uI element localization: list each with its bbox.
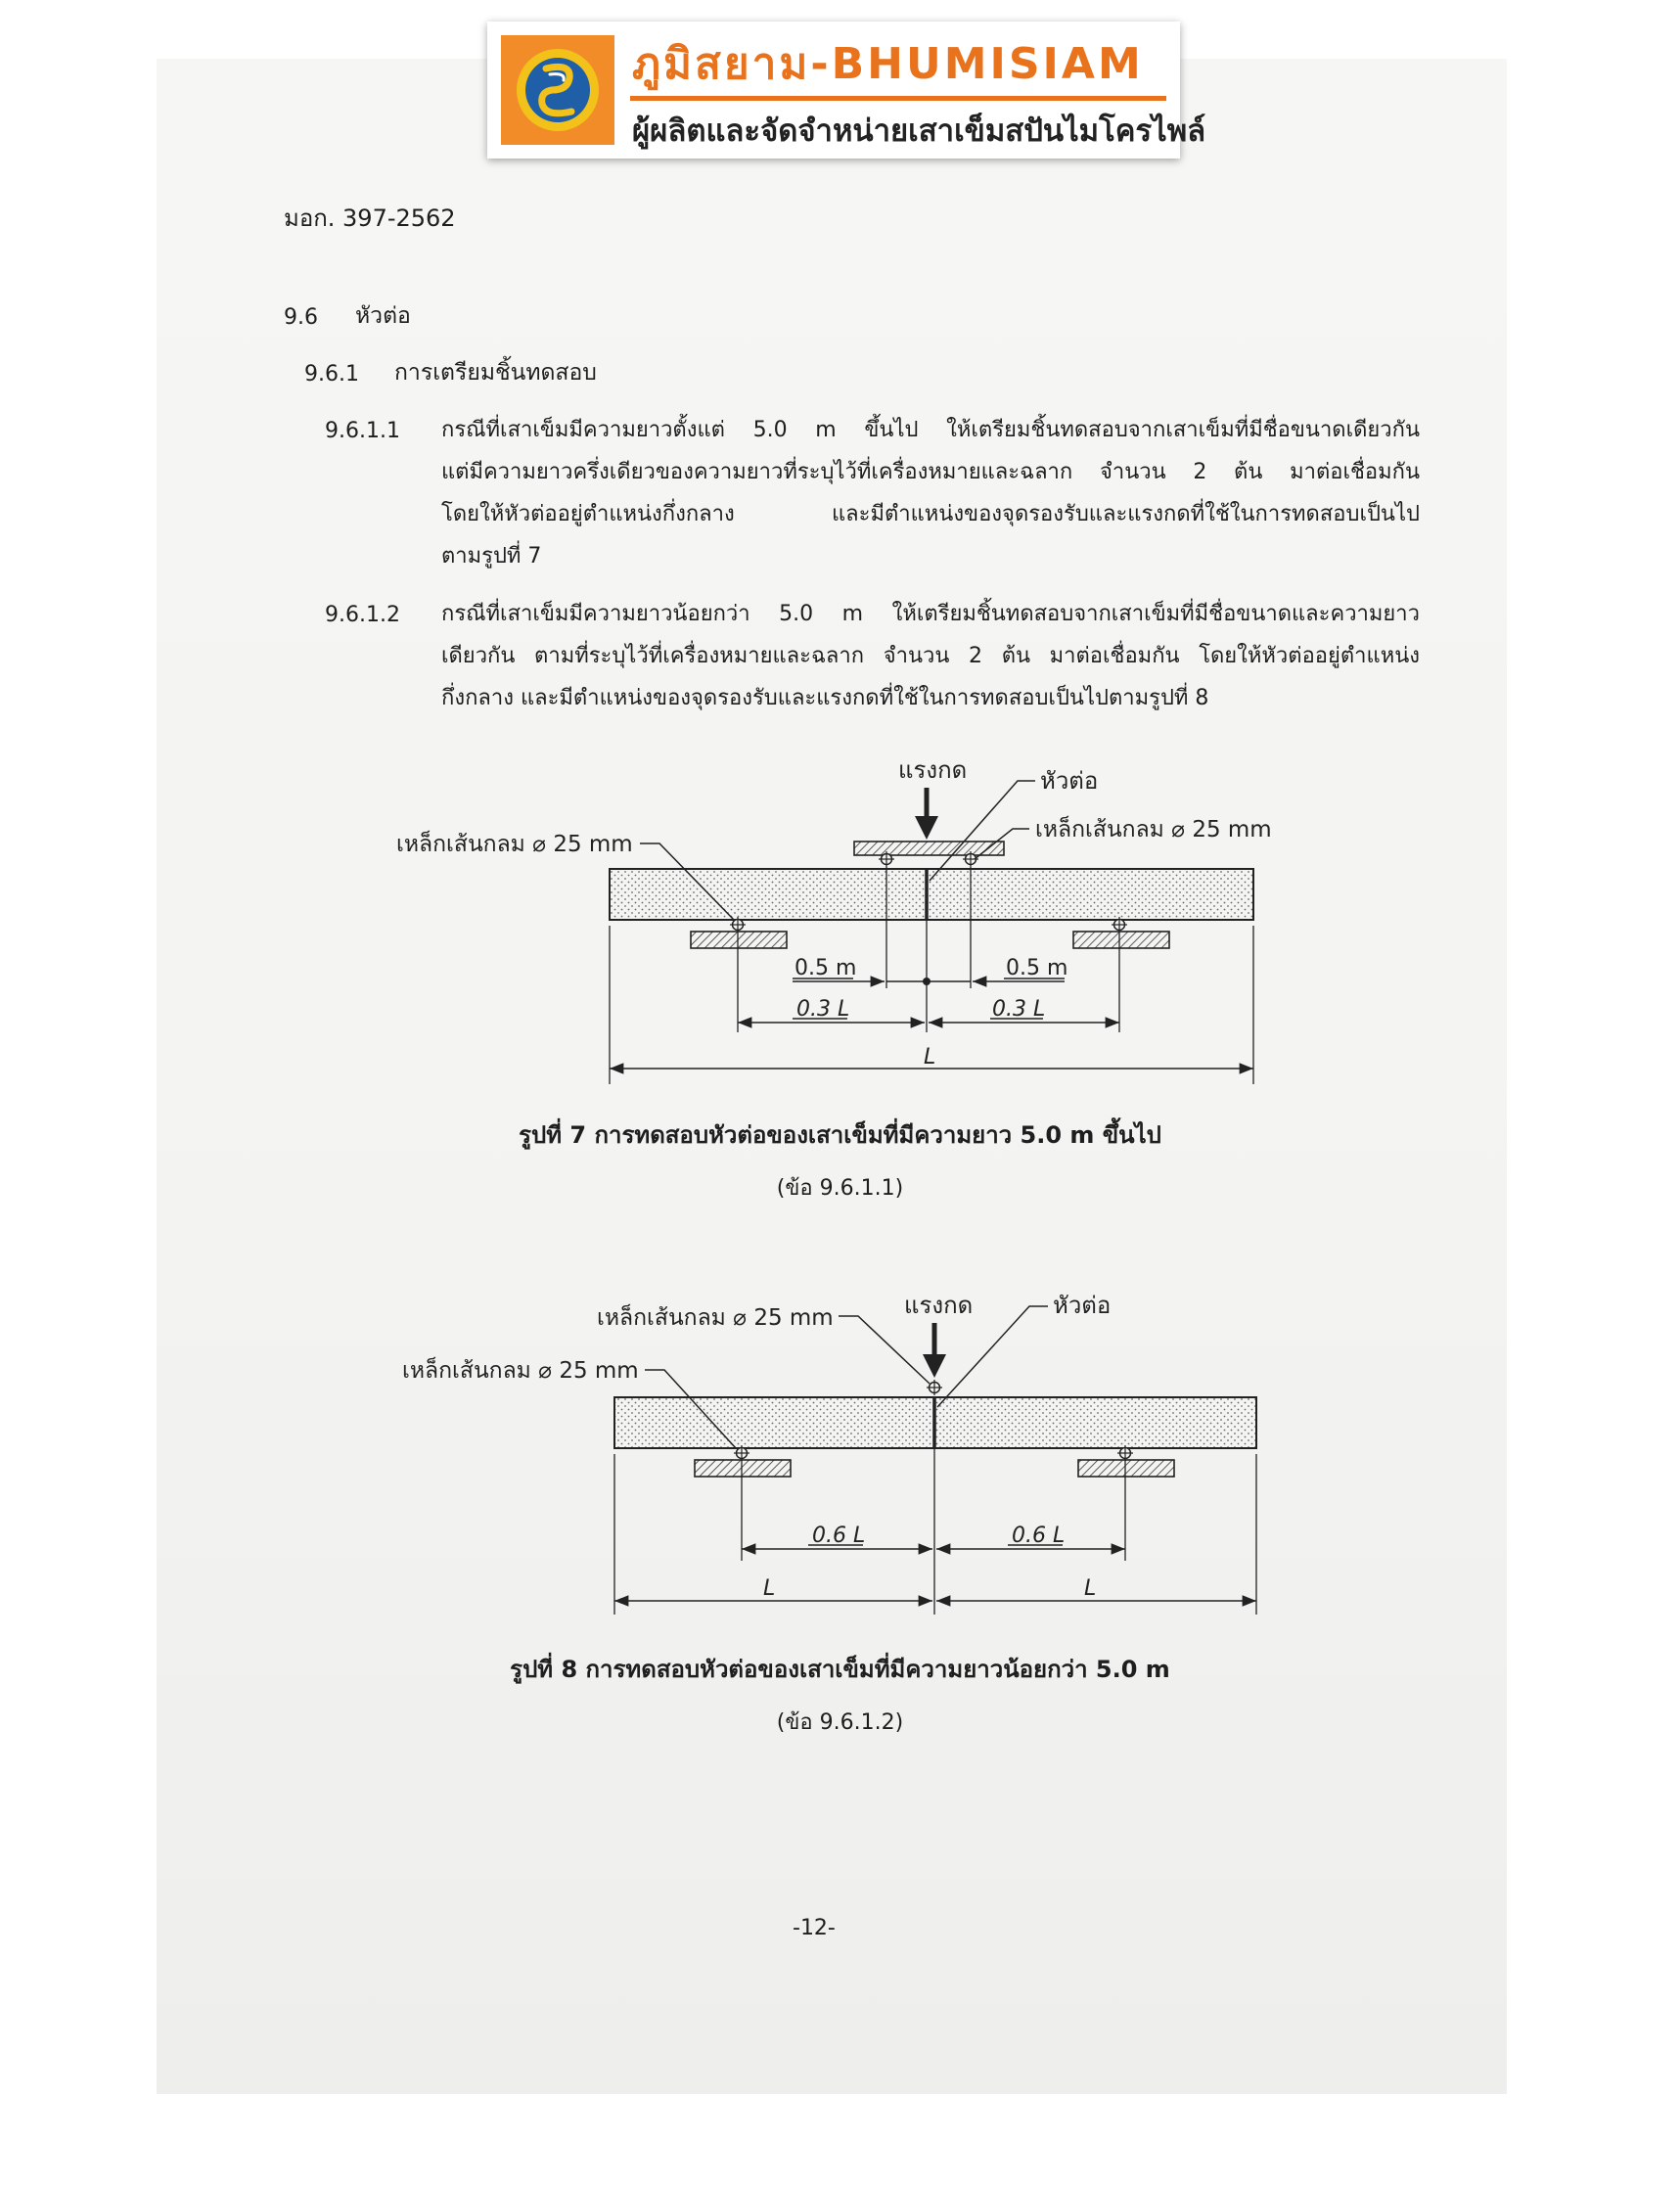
support-plate-left	[695, 1460, 791, 1477]
label-round-bar-left: เหล็กเส้นกลม ⌀ 25 mm	[402, 1358, 639, 1384]
figure-7-subcaption: (ข้อ 9.6.1.1)	[776, 1176, 904, 1201]
figure-8-caption: รูปที่ 8 การทดสอบหัวต่อของเสาเข็มที่มีความยาวน้อยกว่า 5.0 m	[510, 1656, 1170, 1683]
dim-label-06-left: 0.6 L	[812, 1524, 866, 1548]
label-joint: หัวต่อ	[1053, 1292, 1112, 1319]
figure-7-caption: รูปที่ 7 การทดสอบหัวต่อของเสาเข็มที่มีความยาว 5.0 m ขึ้นไป	[519, 1121, 1161, 1149]
clause-line: กรณีที่เสาเข็มมีความยาวตั้งแต่ 5.0 m ขึ้นไป ให้เตรียมชิ้นทดสอบจากเสาเข็มที่มีชื่อขนาดเดียวกัน	[441, 418, 1420, 442]
logo-brand-text: ภูมิสยาม-BHUMISIAM	[632, 39, 1144, 89]
support-plate-right	[1078, 1460, 1174, 1477]
dim-label-L: L	[924, 1045, 936, 1070]
label-force: แรงกด	[898, 756, 968, 784]
subsection-title: การเตรียมชิ้นทดสอบ	[394, 360, 597, 386]
label-joint: หัวต่อ	[1040, 767, 1099, 795]
dim-label-03-right: 0.3 L	[992, 997, 1046, 1022]
force-arrow	[923, 1354, 946, 1378]
dim-label-05-left: 0.5 m	[795, 956, 857, 980]
figure-8-subcaption: (ข้อ 9.6.1.2)	[776, 1710, 904, 1735]
label-round-bar-left: เหล็กเส้นกลม ⌀ 25 mm	[396, 832, 633, 857]
label-round-bar-top: เหล็กเส้นกลม ⌀ 25 mm	[597, 1305, 834, 1331]
dim-label-06-right: 0.6 L	[1012, 1524, 1066, 1548]
label-force: แรงกด	[904, 1292, 974, 1319]
subsection-number: 9.6.1	[304, 362, 359, 387]
dim-label-03-left: 0.3 L	[796, 997, 850, 1022]
section-title: หัวต่อ	[355, 303, 411, 329]
section-number: 9.6	[284, 305, 318, 330]
clause-line: แต่มีความยาวครึ่งเดียวของความยาวที่ระบุไว้ที่เครื่องหมายและฉลาก จำนวน 2 ต้น มาต่อเชื่อมกัน	[441, 460, 1420, 484]
label-round-bar-right: เหล็กเส้นกลม ⌀ 25 mm	[1035, 817, 1272, 842]
dim-label-L-right: L	[1084, 1576, 1097, 1601]
clause-line: เดียวกัน ตามที่ระบุไว้ที่เครื่องหมายและฉลาก จำนวน 2 ต้น มาต่อเชื่อมกัน โดยให้หัวต่ออยู่ตำแหน่ง	[441, 644, 1420, 668]
clause-line: ตามรูปที่ 7	[441, 544, 542, 569]
clause-line: กึ่งกลาง และมีตำแหน่งของจุดรองรับและแรงกดที่ใช้ในการทดสอบเป็นไปตามรูปที่ 8	[441, 686, 1209, 710]
logo-tagline: ผู้ผลิตและจัดจำหน่ายเสาเข็มสปันไมโครไพล์	[632, 114, 1206, 149]
clause-line: โดยให้หัวต่ออยู่ตำแหน่งกึ่งกลาง และมีตำแหน่งของจุดรองรับและแรงกดที่ใช้ในการทดสอบเป็นไป	[441, 502, 1420, 526]
dim-label-L-left: L	[763, 1576, 776, 1601]
page-number: -12-	[793, 1916, 836, 1940]
dim-label-05-right: 0.5 m	[1006, 956, 1068, 980]
standard-number: มอก. 397-2562	[284, 205, 456, 232]
clause-line: กรณีที่เสาเข็มมีความยาวน้อยกว่า 5.0 m ให้เตรียมชิ้นทดสอบจากเสาเข็มที่มีชื่อขนาดและความยาว	[441, 602, 1420, 626]
clause-number: 9.6.1.1	[325, 419, 400, 443]
clause-number: 9.6.1.2	[325, 603, 400, 627]
